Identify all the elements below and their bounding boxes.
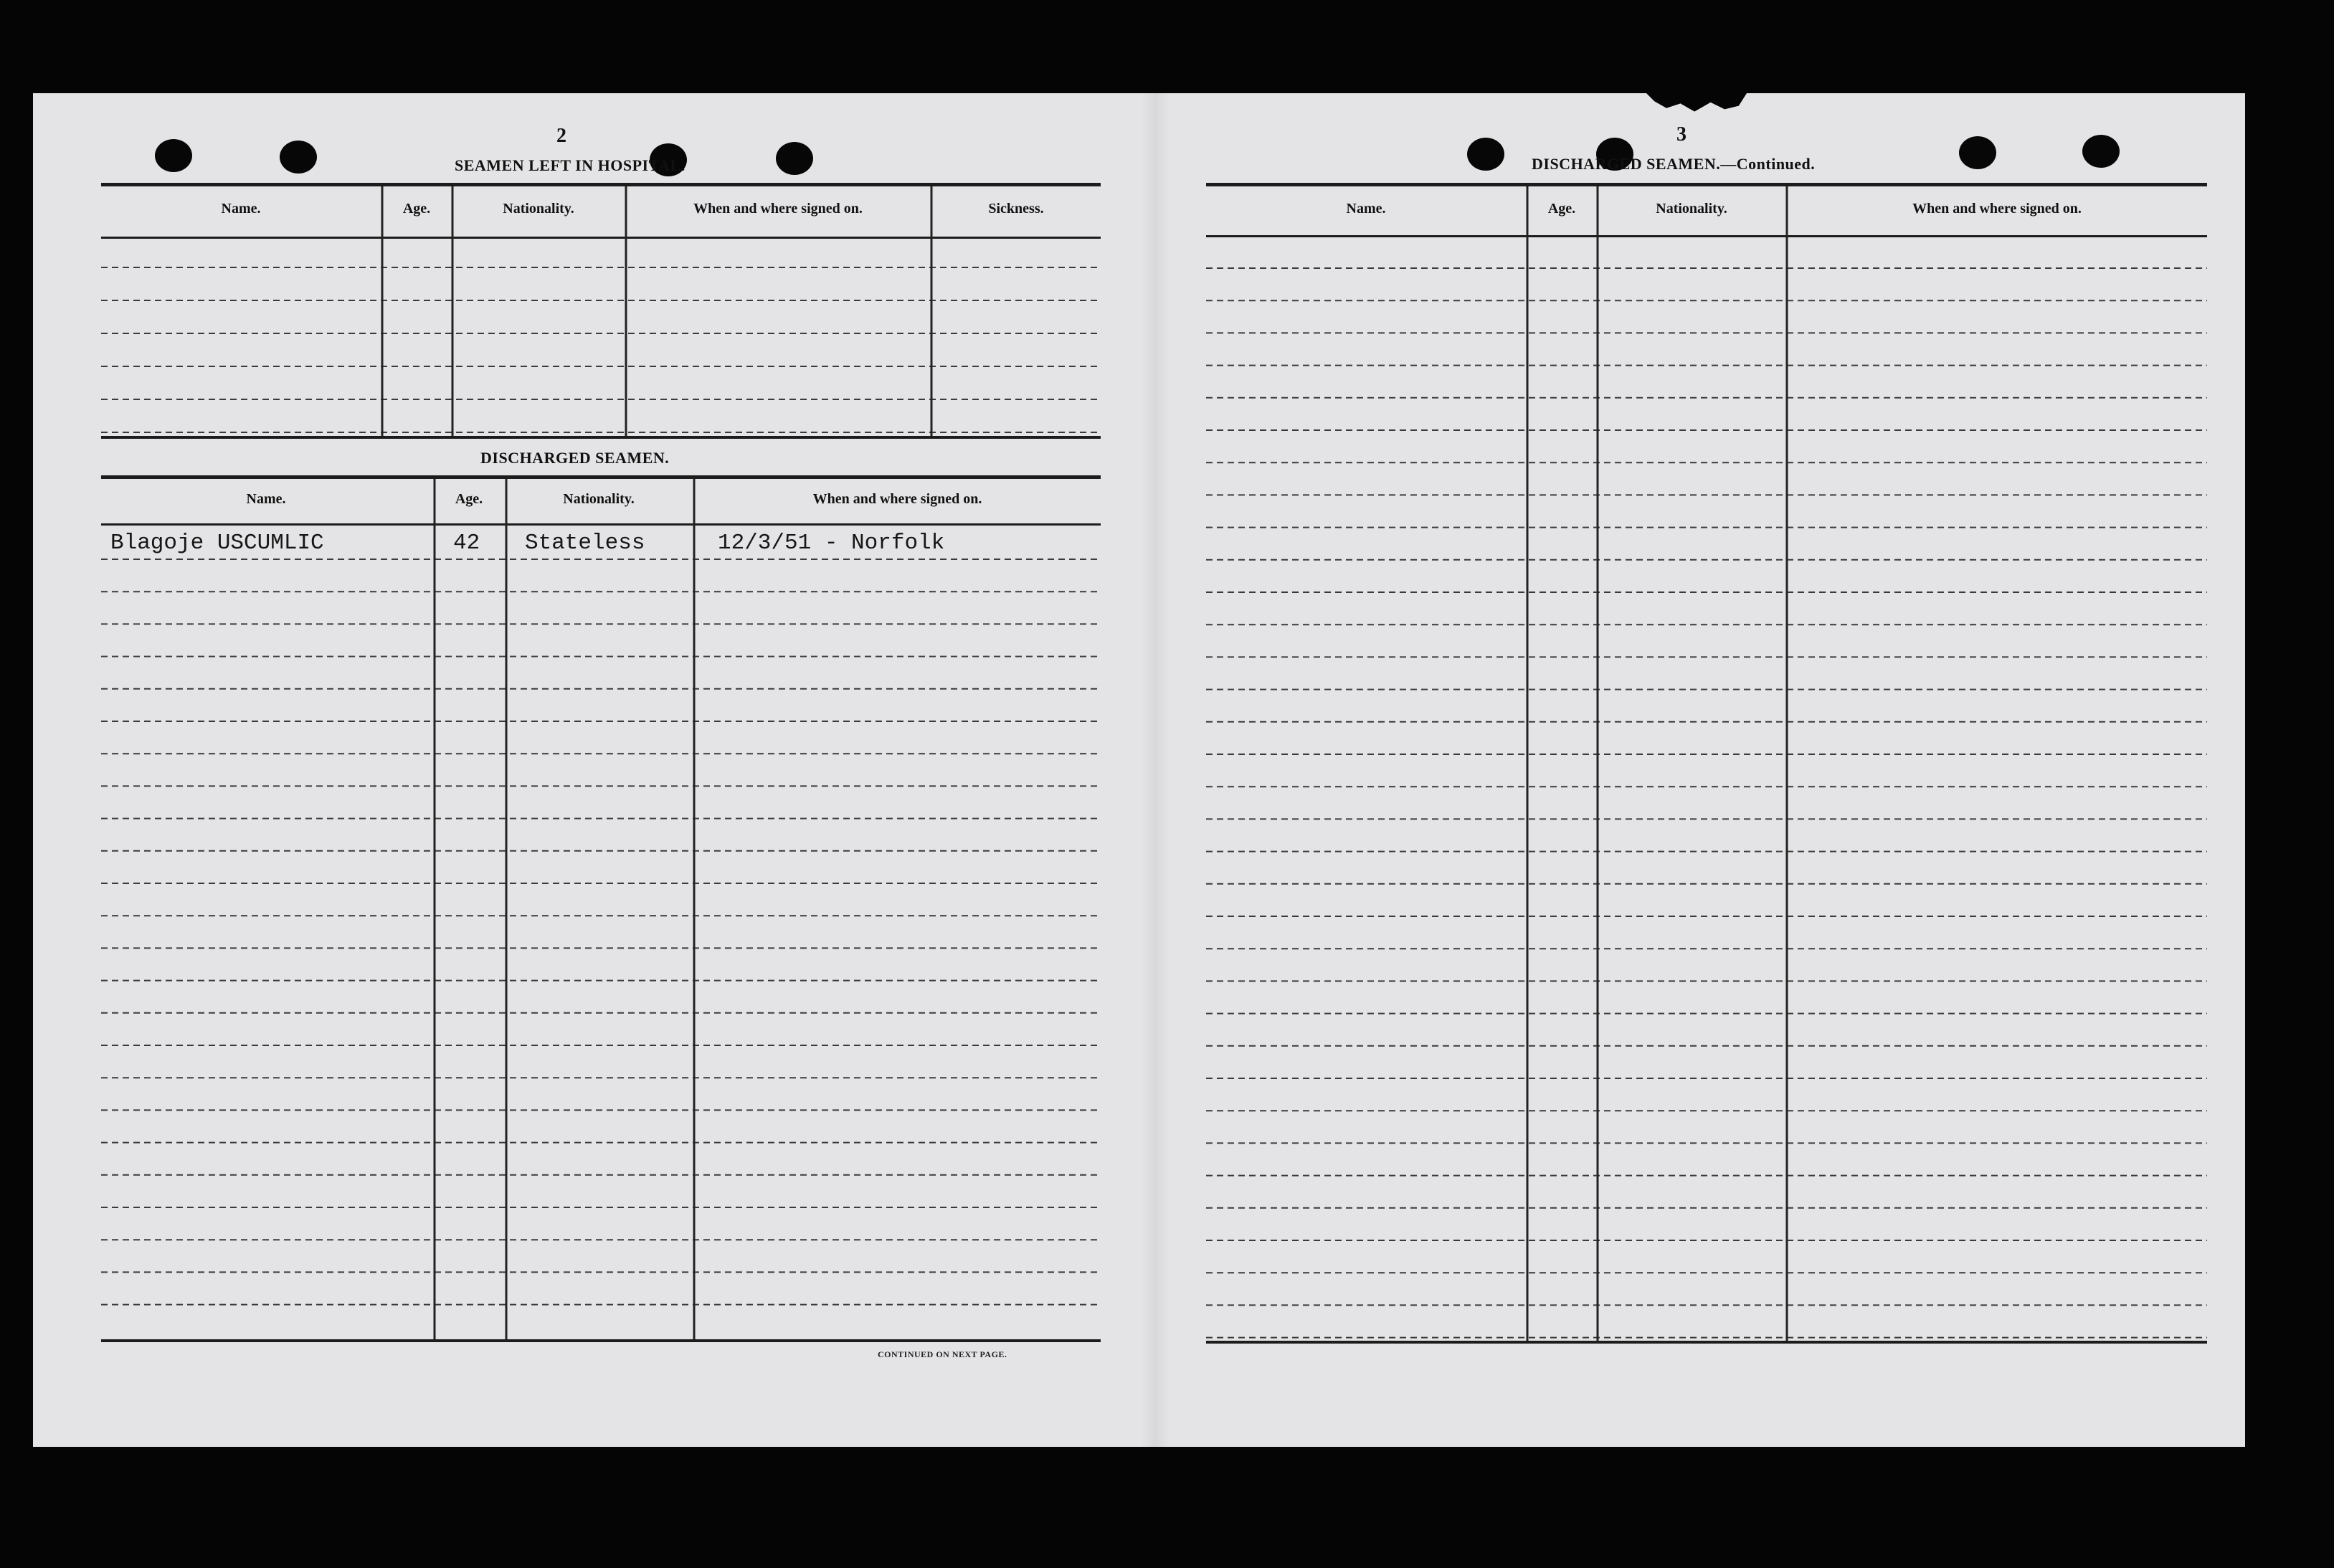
discharged-col-nationality: Nationality. xyxy=(563,491,635,507)
continued-footer: CONTINUED ON NEXT PAGE. xyxy=(878,1349,1007,1359)
seaman-name-cell: Blagoje USCUMLIC xyxy=(110,531,324,556)
hospital-col-age: Age. xyxy=(402,201,431,217)
discharged-col-age: Age. xyxy=(455,491,483,507)
right-col-signed-on: When and where signed on. xyxy=(1912,201,2082,217)
ledger-grid xyxy=(33,93,2245,1447)
discharged-section-title: DISCHARGED SEAMEN. xyxy=(480,449,670,467)
discharged-col-name: Name. xyxy=(246,491,286,507)
hospital-col-nationality: Nationality. xyxy=(503,201,574,217)
hospital-col-sickness: Sickness. xyxy=(988,201,1044,217)
discharged-continued-title: DISCHARGED SEAMEN.—Continued. xyxy=(1532,155,1816,173)
seaman-nationality-cell: Stateless xyxy=(525,531,645,556)
right-col-age: Age. xyxy=(1547,201,1576,217)
hospital-col-name: Name. xyxy=(221,201,261,217)
page-number-left: 2 xyxy=(556,125,566,147)
seaman-signed-on-cell: 12/3/51 - Norfolk xyxy=(718,531,945,556)
hospital-col-signed-on: When and where signed on. xyxy=(693,201,863,217)
right-col-nationality: Nationality. xyxy=(1656,201,1727,217)
hospital-section-title: SEAMEN LEFT IN HOSPITAL. xyxy=(455,156,686,174)
right-col-name: Name. xyxy=(1346,201,1386,217)
page-number-right: 3 xyxy=(1676,123,1687,146)
ledger-sheet xyxy=(33,93,2245,1447)
discharged-col-signed-on: When and where signed on. xyxy=(812,491,982,507)
seaman-age-cell: 42 xyxy=(453,531,480,556)
